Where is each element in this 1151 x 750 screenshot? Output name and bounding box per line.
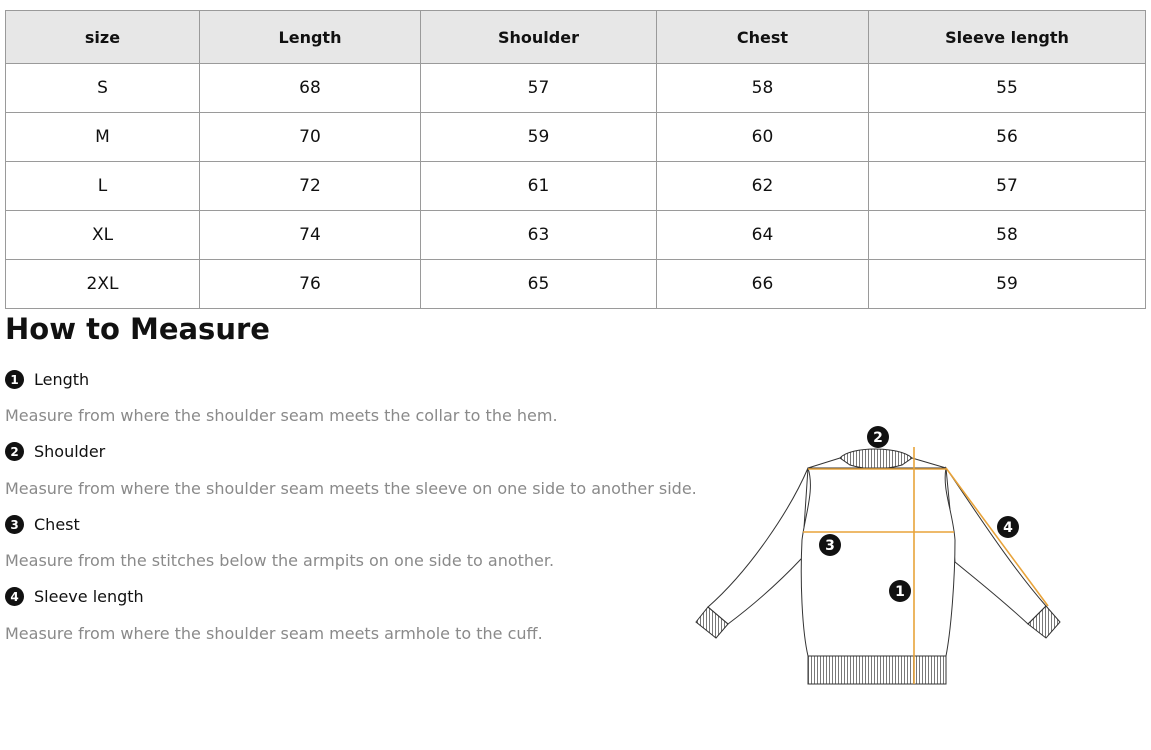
table-cell: 76 [200, 260, 421, 309]
table-row [6, 64, 1146, 113]
header-length: Length [200, 11, 421, 64]
table-row [6, 113, 1146, 162]
number-2-icon: 2 [5, 442, 24, 461]
marker-3-icon [819, 534, 841, 556]
number-4-icon: 4 [5, 587, 24, 606]
how-to-measure-title: How to Measure [5, 312, 270, 346]
header-chest: Chest [657, 11, 869, 64]
table-cell: 72 [200, 162, 421, 211]
measure-description: Measure from where the shoulder seam meets armhole to the cuff. [5, 624, 543, 643]
svg-text:3: 3 [825, 538, 835, 554]
table-cell: 57 [421, 64, 657, 113]
marker-4-icon [997, 516, 1019, 538]
table-cell: 74 [200, 211, 421, 260]
number-3-icon: 3 [5, 515, 24, 534]
table-cell: 66 [657, 260, 869, 309]
measure-item-chest [5, 515, 80, 534]
table-cell: M [6, 113, 200, 162]
table-cell: 56 [869, 113, 1146, 162]
measure-label: Sleeve length [34, 587, 144, 606]
svg-text:2: 2 [873, 430, 883, 446]
svg-text:1: 1 [895, 584, 905, 600]
table-row [6, 162, 1146, 211]
table-cell: 2XL [6, 260, 200, 309]
table-cell: 59 [421, 113, 657, 162]
sweatshirt-outline [696, 449, 1060, 684]
table-cell: 57 [869, 162, 1146, 211]
measure-description: Measure from where the shoulder seam meets the collar to the hem. [5, 406, 558, 425]
table-cell: 65 [421, 260, 657, 309]
table-cell: 58 [657, 64, 869, 113]
measure-description: Measure from where the shoulder seam meets the sleeve on one side to another side. [5, 479, 697, 498]
table-cell: 60 [657, 113, 869, 162]
table-cell: S [6, 64, 200, 113]
marker-1-icon [889, 580, 911, 602]
table-row [6, 260, 1146, 309]
table-cell: 59 [869, 260, 1146, 309]
table-cell: 55 [869, 64, 1146, 113]
measure-label: Length [34, 370, 90, 389]
measure-item-shoulder [5, 442, 105, 461]
header-size: size [6, 11, 200, 64]
table-cell: 62 [657, 162, 869, 211]
number-1-icon: 1 [5, 370, 24, 389]
sweatshirt-measure-diagram [690, 420, 1070, 695]
measure-item-sleeve-length [5, 587, 144, 606]
measure-label: Chest [34, 515, 80, 534]
table-cell: 58 [869, 211, 1146, 260]
table-cell: 70 [200, 113, 421, 162]
svg-text:4: 4 [1003, 520, 1013, 536]
table-cell: 68 [200, 64, 421, 113]
table-cell: XL [6, 211, 200, 260]
marker-2-icon [867, 426, 889, 448]
table-header-row [6, 11, 1146, 64]
table-cell: 64 [657, 211, 869, 260]
table-row [6, 211, 1146, 260]
measure-description: Measure from the stitches below the armpits on one side to another. [5, 551, 555, 570]
measure-label: Shoulder [34, 442, 106, 461]
table-cell: 63 [421, 211, 657, 260]
header-shoulder: Shoulder [421, 11, 657, 64]
header-sleeve-length: Sleeve length [869, 11, 1146, 64]
table-cell: 61 [421, 162, 657, 211]
size-chart-table [5, 10, 1146, 309]
table-cell: L [6, 162, 200, 211]
measure-item-length [5, 370, 89, 389]
